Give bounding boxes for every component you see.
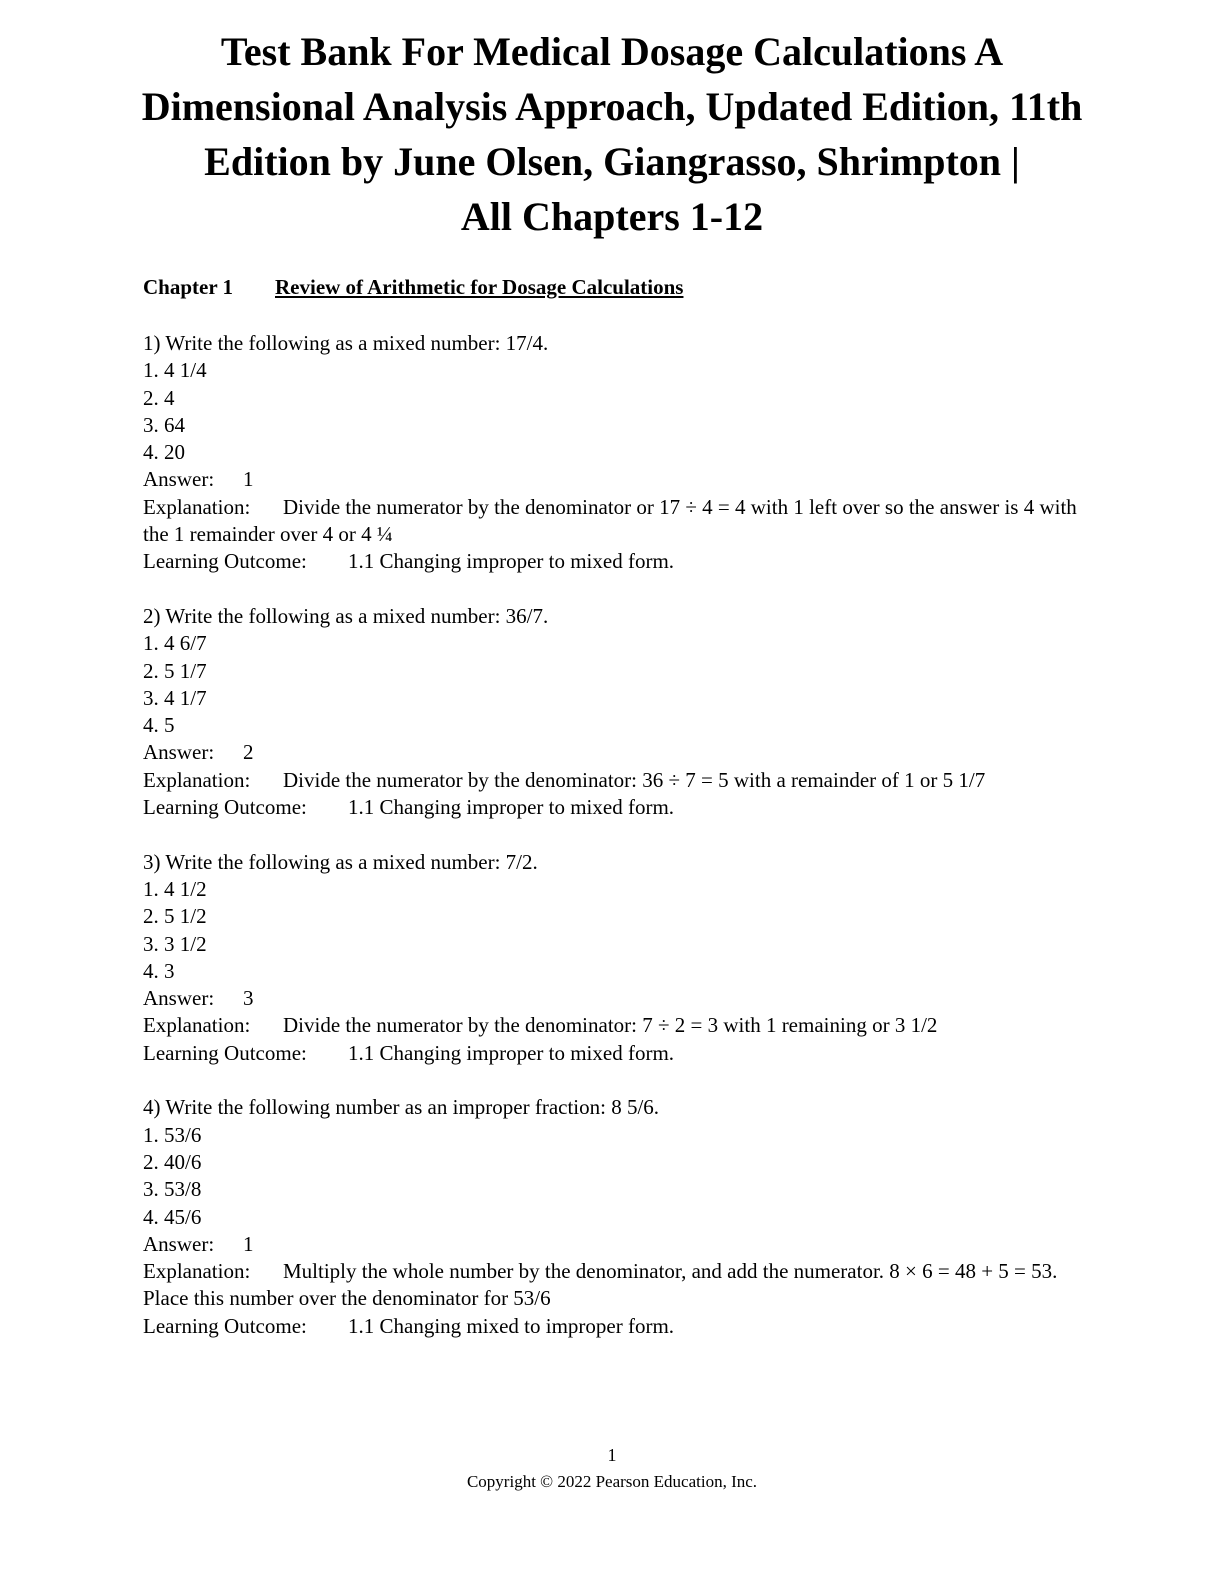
learning-outcome-row [143, 548, 1103, 575]
explanation-label: Explanation: [143, 494, 251, 519]
answer-option: 4. 5 [143, 713, 175, 738]
page-number: 1 [607, 1445, 617, 1465]
answer-option: 1. 53/6 [143, 1122, 202, 1147]
learning-outcome-text: 1.1 Changing improper to mixed form. [348, 549, 675, 574]
title-line: All Chapters 1-12 [460, 194, 764, 239]
explanation-row [143, 1012, 1103, 1039]
answer-label: Answer: [143, 467, 215, 492]
question-list [143, 330, 1103, 1367]
answer-row [143, 739, 1103, 766]
answer-row [143, 466, 1103, 493]
copyright-notice: Copyright © 2022 Pearson Education, Inc. [466, 1472, 758, 1491]
answer-value: 1 [243, 467, 254, 492]
chapter-number: Chapter 1 [143, 275, 234, 299]
explanation-text: Divide the numerator by the denominator: 7 ÷ 2 = 3 with 1 remaining or 3 1/2 [283, 1013, 938, 1038]
title-line: Edition by June Olsen, Giangrasso, Shrimpton | [204, 139, 1020, 184]
answer-value: 2 [243, 740, 254, 765]
answer-option: 4. 3 [143, 958, 175, 983]
question-item [143, 849, 1103, 1067]
chapter-heading [143, 275, 683, 300]
answer-option: 1. 4 6/7 [143, 631, 207, 656]
answer-option: 3. 64 [143, 412, 185, 437]
learning-outcome-label: Learning Outcome: [143, 1313, 307, 1338]
question-prompt: 3) Write the following as a mixed number: 7/2. [143, 849, 538, 874]
answer-value: 3 [243, 986, 254, 1011]
answer-row [143, 1231, 1103, 1258]
question-item [143, 330, 1103, 576]
learning-outcome-text: 1.1 Changing improper to mixed form. [348, 795, 675, 820]
document-title [60, 24, 1164, 244]
answer-option: 4. 45/6 [143, 1204, 202, 1229]
question-prompt: 4) Write the following number as an improper fraction: 8 5/6. [143, 1095, 660, 1120]
learning-outcome-row [143, 1040, 1103, 1067]
answer-option: 3. 3 1/2 [143, 931, 207, 956]
answer-row [143, 985, 1103, 1012]
explanation-label: Explanation: [143, 767, 251, 792]
answer-option: 1. 4 1/4 [143, 358, 207, 383]
answer-option: 2. 4 [143, 385, 175, 410]
learning-outcome-label: Learning Outcome: [143, 549, 307, 574]
question-item [143, 1094, 1103, 1340]
learning-outcome-row [143, 794, 1103, 821]
learning-outcome-text: 1.1 Changing improper to mixed form. [348, 1040, 675, 1065]
explanation-text: Divide the numerator by the denominator or 17 ÷ 4 = 4 with 1 left over so the answer is 4 with the 1 remainder over 4 or 4 ¼ [143, 494, 1077, 547]
learning-outcome-label: Learning Outcome: [143, 1040, 307, 1065]
question-prompt: 2) Write the following as a mixed number: 36/7. [143, 603, 549, 628]
chapter-title: Review of Arithmetic for Dosage Calculations [275, 275, 684, 299]
title-line: Dimensional Analysis Approach, Updated Edition, 11th [141, 84, 1083, 129]
answer-option: 3. 4 1/7 [143, 685, 207, 710]
answer-label: Answer: [143, 1231, 215, 1256]
learning-outcome-text: 1.1 Changing mixed to improper form. [348, 1313, 675, 1338]
explanation-text: Multiply the whole number by the denominator, and add the numerator. 8 × 6 = 48 + 5 = 53. Place this number over the denominator for 53/6 [143, 1259, 1058, 1311]
answer-value: 1 [243, 1231, 254, 1256]
explanation-row [143, 494, 1103, 549]
question-item [143, 603, 1103, 821]
learning-outcome-row [143, 1313, 1103, 1340]
explanation-label: Explanation: [143, 1013, 251, 1038]
answer-option: 2. 5 1/7 [143, 658, 207, 683]
explanation-text: Divide the numerator by the denominator: 36 ÷ 7 = 5 with a remainder of 1 or 5 1/7 [283, 767, 986, 792]
answer-option: 1. 4 1/2 [143, 876, 207, 901]
answer-option: 2. 5 1/2 [143, 904, 207, 929]
title-line: Test Bank For Medical Dosage Calculations A [220, 29, 1004, 74]
question-prompt: 1) Write the following as a mixed number: 17/4. [143, 331, 549, 355]
answer-label: Answer: [143, 740, 215, 765]
answer-option: 4. 20 [143, 440, 185, 465]
answer-option: 2. 40/6 [143, 1149, 202, 1174]
learning-outcome-label: Learning Outcome: [143, 795, 307, 820]
explanation-row [143, 1258, 1103, 1313]
answer-label: Answer: [143, 986, 215, 1011]
explanation-label: Explanation: [143, 1259, 251, 1284]
explanation-row [143, 767, 1103, 794]
answer-option: 3. 53/8 [143, 1177, 202, 1202]
